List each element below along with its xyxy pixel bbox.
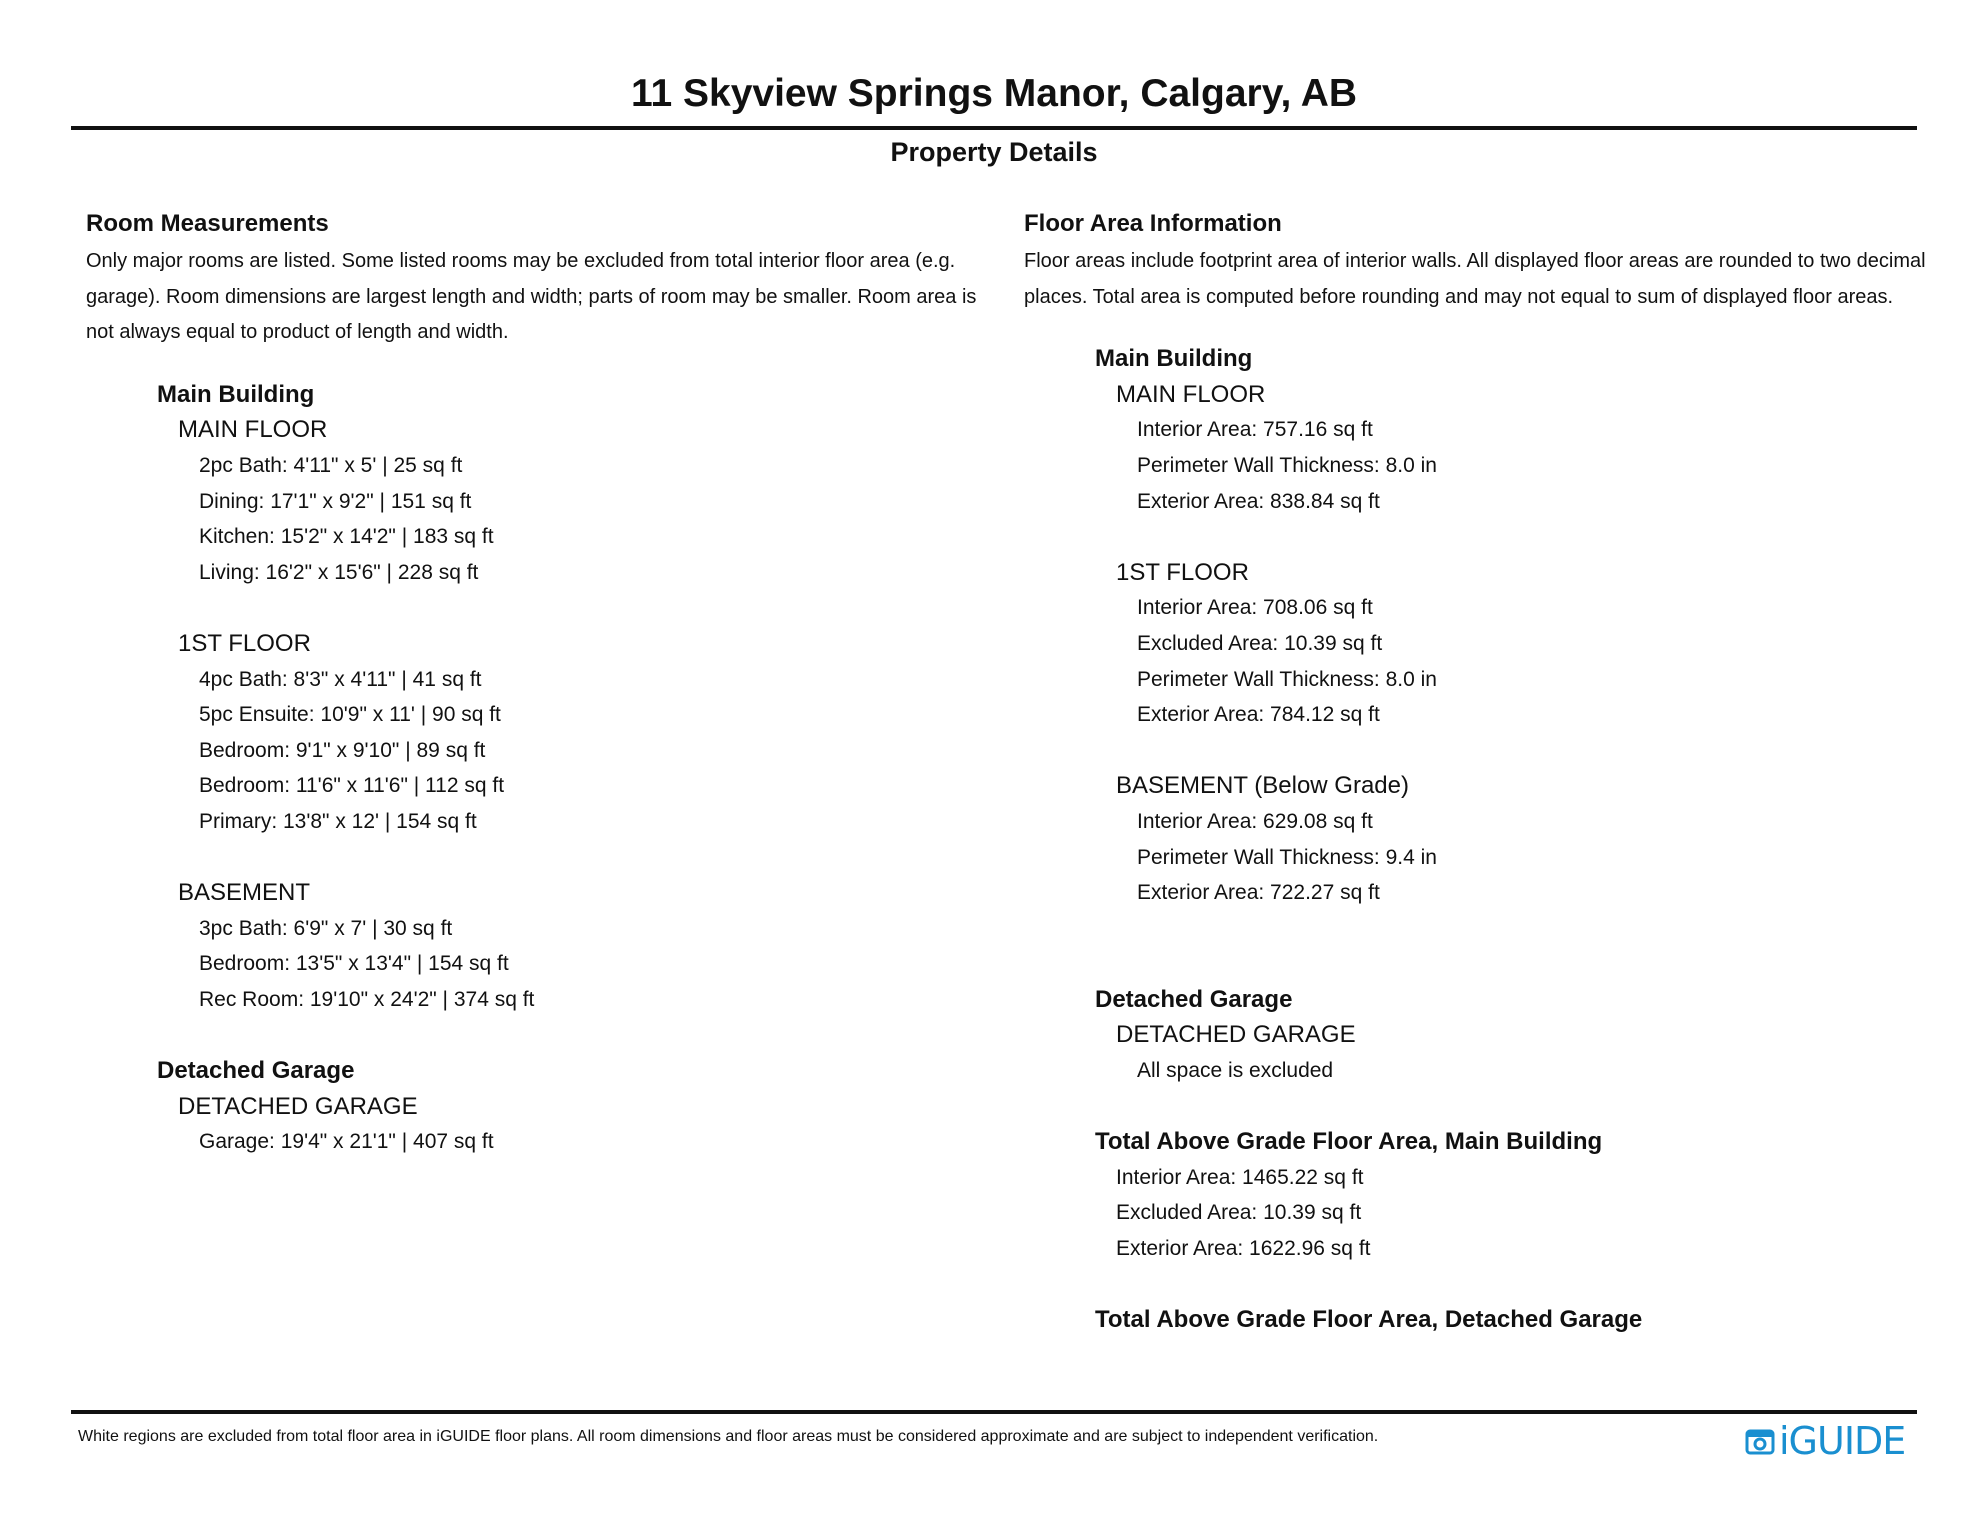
fa-garage-floor <box>1095 1017 1944 1088</box>
area-item: Exterior Area: 838.84 sq ft <box>1137 489 1380 513</box>
fa-total-main-items <box>1095 1160 1944 1267</box>
footer-divider <box>71 1410 1917 1414</box>
rm-basement <box>157 875 986 1017</box>
room-item: Bedroom: 11'6" x 11'6" | 112 sq ft <box>199 774 505 798</box>
rm-first-floor <box>157 626 986 840</box>
logo-text: iGUIDE <box>1779 1419 1906 1463</box>
area-item: Perimeter Wall Thickness: 8.0 in <box>1137 453 1437 477</box>
area-item: Perimeter Wall Thickness: 9.4 in <box>1137 845 1437 869</box>
floor-name: BASEMENT <box>178 879 311 907</box>
room-item: Dining: 17'1" x 9'2" | 151 sq ft <box>199 489 472 513</box>
camera-icon <box>1745 1425 1775 1457</box>
room-item: Garage: 19'4" x 21'1" | 407 sq ft <box>199 1130 494 1154</box>
rm-main-floor <box>157 412 986 590</box>
room-item: Bedroom: 13'5" x 13'4" | 154 sq ft <box>199 952 509 976</box>
area-item: Interior Area: 708.06 sq ft <box>1137 596 1373 620</box>
floor-name: DETACHED GARAGE <box>1116 1021 1356 1049</box>
spacer <box>1024 946 1944 982</box>
fa-total-garage <box>1024 1302 1944 1338</box>
footer-disclaimer: White regions are excluded from total floor area in iGUIDE floor plans. All room dimensions and floor areas must be considered approximate and are subject to independent verification. <box>78 1428 1379 1445</box>
spacer <box>1024 911 1944 947</box>
floor-name: DETACHED GARAGE <box>178 1092 418 1120</box>
area-item: Excluded Area: 10.39 sq ft <box>1137 631 1383 655</box>
page-title: 11 Skyview Springs Manor, Calgary, AB <box>630 72 1358 115</box>
room-item: Rec Room: 19'10" x 24'2" | 374 sq ft <box>199 987 535 1011</box>
room-item: 2pc Bath: 4'11" x 5' | 25 sq ft <box>199 453 463 477</box>
spacer <box>157 840 986 876</box>
fa-basement <box>1095 768 1944 910</box>
area-item: All space is excluded <box>1137 1059 1334 1083</box>
fa-total-main <box>1024 1124 1944 1266</box>
total-item: Excluded Area: 10.39 sq ft <box>1116 1201 1362 1225</box>
total-heading: Total Above Grade Floor Area, Detached Garage <box>1095 1306 1643 1334</box>
room-item: 5pc Ensuite: 10'9" x 11' | 90 sq ft <box>199 703 501 727</box>
floor-name: 1ST FLOOR <box>178 629 311 657</box>
room-measurements-heading: Room Measurements <box>86 210 329 237</box>
room-item: Kitchen: 15'2" x 14'2" | 183 sq ft <box>199 525 494 549</box>
room-measurements-section <box>86 204 986 1160</box>
building-name: Main Building <box>157 380 315 408</box>
floor-name: BASEMENT (Below Grade) <box>1116 772 1409 800</box>
total-item: Exterior Area: 1622.96 sq ft <box>1116 1237 1371 1261</box>
fa-detached-garage <box>1024 982 1944 1089</box>
spacer <box>1024 1089 1944 1125</box>
total-heading: Total Above Grade Floor Area, Main Building <box>1095 1128 1603 1156</box>
fa-first-floor <box>1095 555 1944 733</box>
fa-main-floor <box>1095 377 1944 519</box>
area-item: Exterior Area: 722.27 sq ft <box>1137 881 1380 905</box>
room-measurements-description: Only major rooms are listed. Some listed rooms may be excluded from total interior floor area (e.g. garage). Room dimensions are largest length and width; parts of room may be smaller. Room area is not always equal to product of length and width. <box>86 250 977 344</box>
header-divider <box>71 126 1917 130</box>
room-item: Living: 16'2" x 15'6" | 228 sq ft <box>199 560 479 584</box>
fa-main-building <box>1024 341 1944 911</box>
rm-garage-floor <box>157 1089 986 1160</box>
total-item: Interior Area: 1465.22 sq ft <box>1116 1165 1364 1189</box>
room-item: Bedroom: 9'1" x 9'10" | 89 sq ft <box>199 738 486 762</box>
room-item: 3pc Bath: 6'9" x 7' | 30 sq ft <box>199 916 453 940</box>
spacer <box>1024 1267 1944 1303</box>
building-name: Detached Garage <box>1095 985 1293 1013</box>
building-name: Main Building <box>1095 345 1253 373</box>
iguide-logo <box>1745 1420 1905 1462</box>
area-item: Exterior Area: 784.12 sq ft <box>1137 703 1380 727</box>
spacer <box>86 1017 986 1053</box>
room-item: 4pc Bath: 8'3" x 4'11" | 41 sq ft <box>199 667 482 691</box>
floor-name: 1ST FLOOR <box>1116 558 1249 586</box>
rm-main-building <box>86 377 986 1018</box>
floor-area-description: Floor areas include footprint area of interior walls. All displayed floor areas are rounded to two decimal places. Total area is computed before rounding and may not equal to sum of displayed floor areas. <box>1024 250 1926 308</box>
building-name: Detached Garage <box>157 1057 355 1085</box>
spacer <box>157 590 986 626</box>
floor-name: MAIN FLOOR <box>1116 380 1266 408</box>
spacer <box>1095 733 1944 769</box>
floor-name: MAIN FLOOR <box>178 416 328 444</box>
area-item: Interior Area: 629.08 sq ft <box>1137 809 1373 833</box>
room-item: Primary: 13'8" x 12' | 154 sq ft <box>199 809 477 833</box>
spacer <box>1095 519 1944 555</box>
area-item: Perimeter Wall Thickness: 8.0 in <box>1137 667 1437 691</box>
floor-area-heading: Floor Area Information <box>1024 210 1282 237</box>
rm-detached-garage <box>86 1053 986 1160</box>
page-subtitle: Property Details <box>890 137 1098 167</box>
area-item: Interior Area: 757.16 sq ft <box>1137 418 1373 442</box>
floor-area-section <box>1024 204 1944 1338</box>
